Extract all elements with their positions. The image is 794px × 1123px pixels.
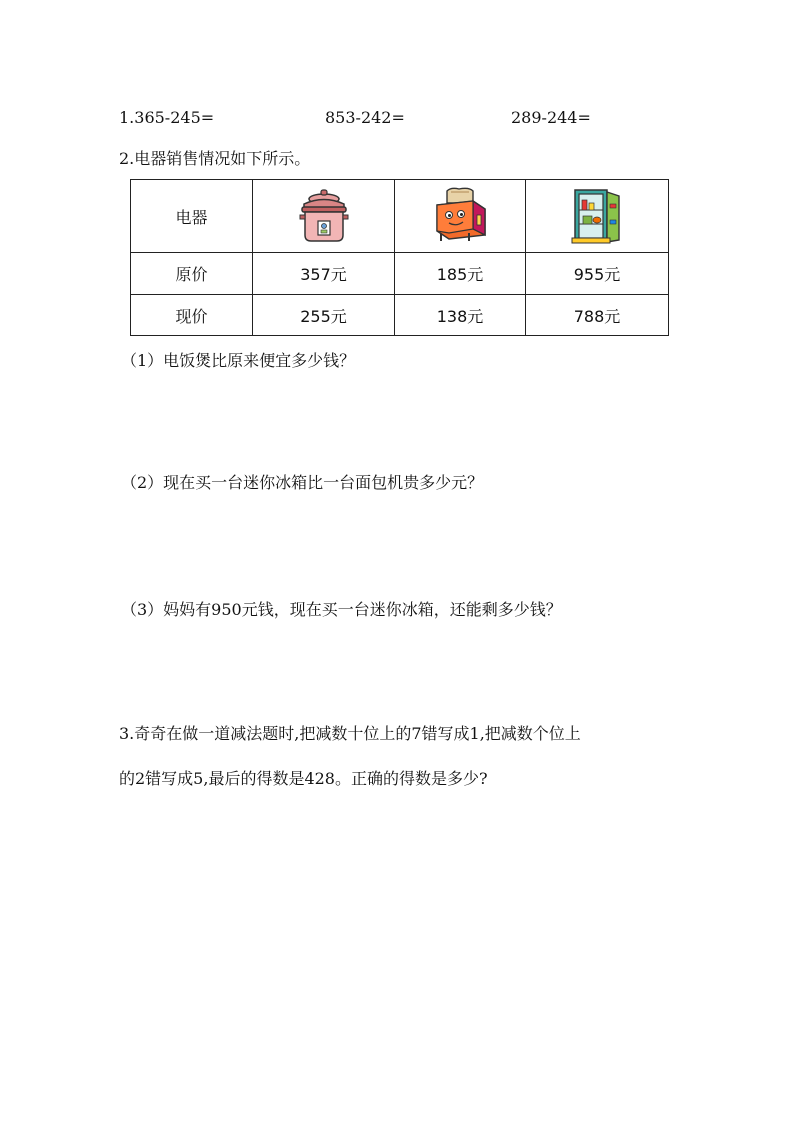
table-cell-toaster xyxy=(395,180,526,253)
table-row-current-price xyxy=(131,295,669,336)
original-price-rice-cooker: 357元 xyxy=(253,253,395,295)
mini-fridge-icon xyxy=(571,186,623,246)
q1-expr-3: 289-244= xyxy=(511,108,591,127)
original-price-toaster: 185元 xyxy=(395,253,526,295)
table-cell-mini-fridge xyxy=(526,180,669,253)
table-row-header xyxy=(131,180,669,253)
q3-line-1: 3.奇奇在做一道减法题时,把减数十位上的7错写成1,把减数个位上 xyxy=(119,724,581,743)
q2-sub-3: （3）妈妈有950元钱，现在买一台迷你冰箱，还能剩多少钱？ xyxy=(121,600,562,619)
row-label-original: 原价 xyxy=(131,253,253,295)
original-price-fridge: 955元 xyxy=(526,253,669,295)
q1-number: 1. xyxy=(119,108,135,127)
table-row-original-price xyxy=(131,253,669,295)
toaster-icon xyxy=(429,187,491,245)
q1-expr-2: 853-242= xyxy=(325,108,405,127)
q1-expr-1: 365-245= xyxy=(134,108,215,127)
q2-sub-2: （2）现在买一台迷你冰箱比一台面包机贵多少元？ xyxy=(121,473,484,492)
current-price-fridge: 788元 xyxy=(526,295,669,336)
row-label-current: 现价 xyxy=(131,295,253,336)
appliance-price-table xyxy=(130,179,669,336)
current-price-toaster: 138元 xyxy=(395,295,526,336)
current-price-rice-cooker: 255元 xyxy=(253,295,395,336)
table-header-label: 电器 xyxy=(131,180,253,253)
rice-cooker-icon xyxy=(297,187,351,245)
q2-sub-1: （1）电饭煲比原来便宜多少钱？ xyxy=(121,351,356,370)
table-cell-rice-cooker xyxy=(253,180,395,253)
q1-line xyxy=(119,108,214,128)
q3-line-2: 的2错写成5,最后的得数是428。正确的得数是多少? xyxy=(119,769,488,788)
q2-intro: 2.电器销售情况如下所示。 xyxy=(119,149,311,168)
